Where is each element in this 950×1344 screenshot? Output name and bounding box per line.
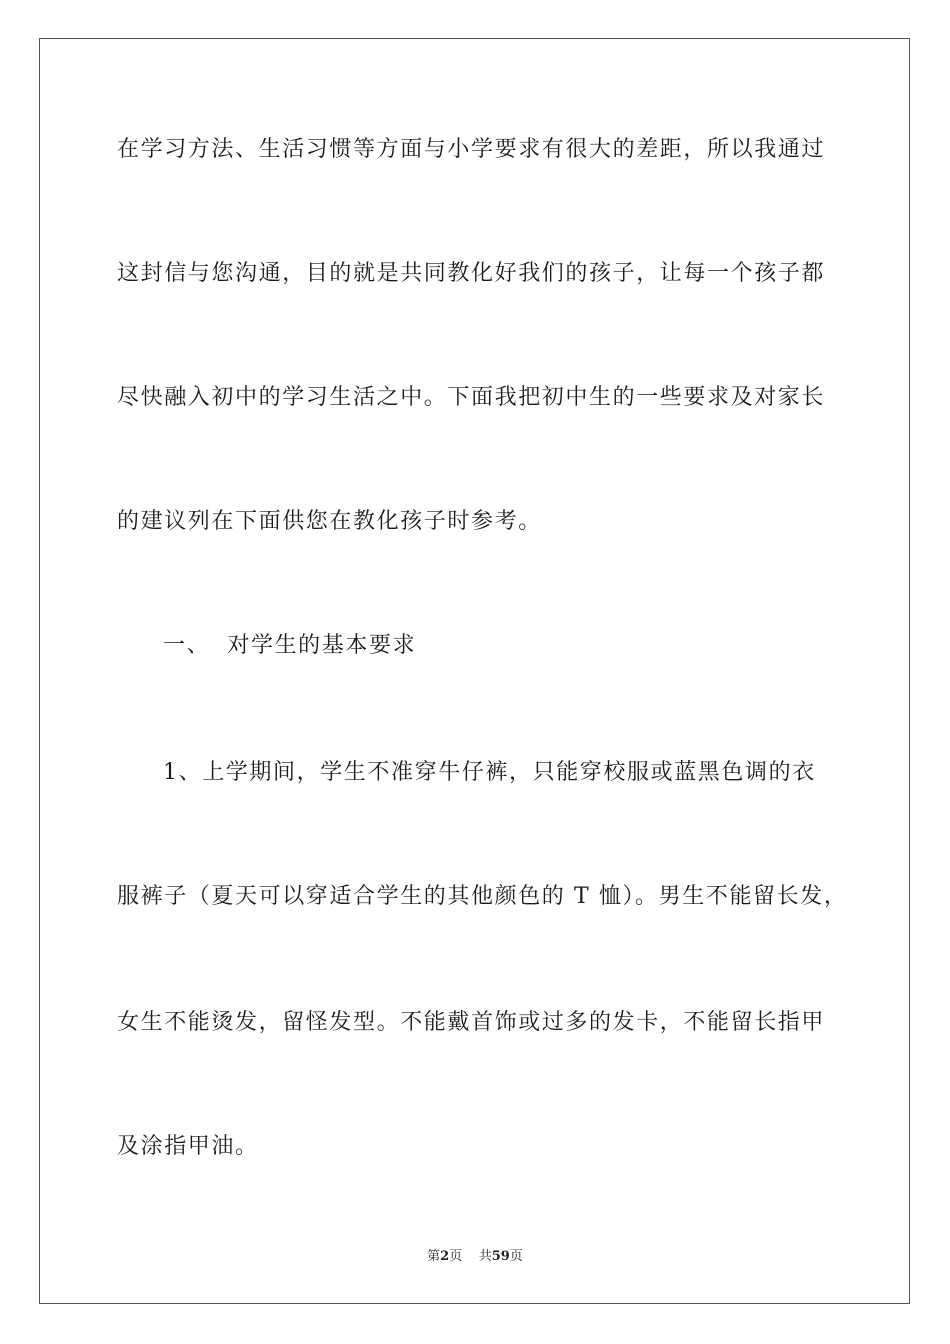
footer-total-prefix: 共	[478, 1249, 492, 1264]
page-border	[39, 38, 910, 1304]
paragraph-line-7: 女生不能烫发，留怪发型。不能戴首饰或过多的发卡，不能留长指甲	[117, 1010, 826, 1035]
paragraph-line-8: 及涂指甲油。	[117, 1134, 259, 1159]
footer-total-pages: 59	[491, 1249, 510, 1264]
paragraph-line-4: 的建议列在下面供您在教化孩子时参考。	[117, 509, 542, 534]
footer-page-suffix: 页	[449, 1249, 463, 1264]
footer-total-suffix: 页	[509, 1249, 523, 1264]
footer-page-number: 2	[440, 1249, 450, 1264]
paragraph-line-5: 1、上学期间，学生不准穿牛仔裤，只能穿校服或蓝黑色调的衣	[163, 760, 816, 785]
paragraph-line-1: 在学习方法、生活习惯等方面与小学要求有很大的差距，所以我通过	[117, 137, 826, 162]
paragraph-line-3: 尽快融入初中的学习生活之中。下面我把初中生的一些要求及对家长	[117, 385, 826, 410]
footer-page-prefix: 第	[427, 1249, 441, 1264]
paragraph-line-6: 服裤子（夏天可以穿适合学生的其他颜色的 T 恤）。男生不能留长发，	[117, 884, 848, 909]
page-footer	[0, 1248, 950, 1266]
paragraph-line-2: 这封信与您沟通，目的就是共同教化好我们的孩子，让每一个孩子都	[117, 261, 826, 286]
section-heading: 一、 对学生的基本要求	[163, 633, 417, 658]
